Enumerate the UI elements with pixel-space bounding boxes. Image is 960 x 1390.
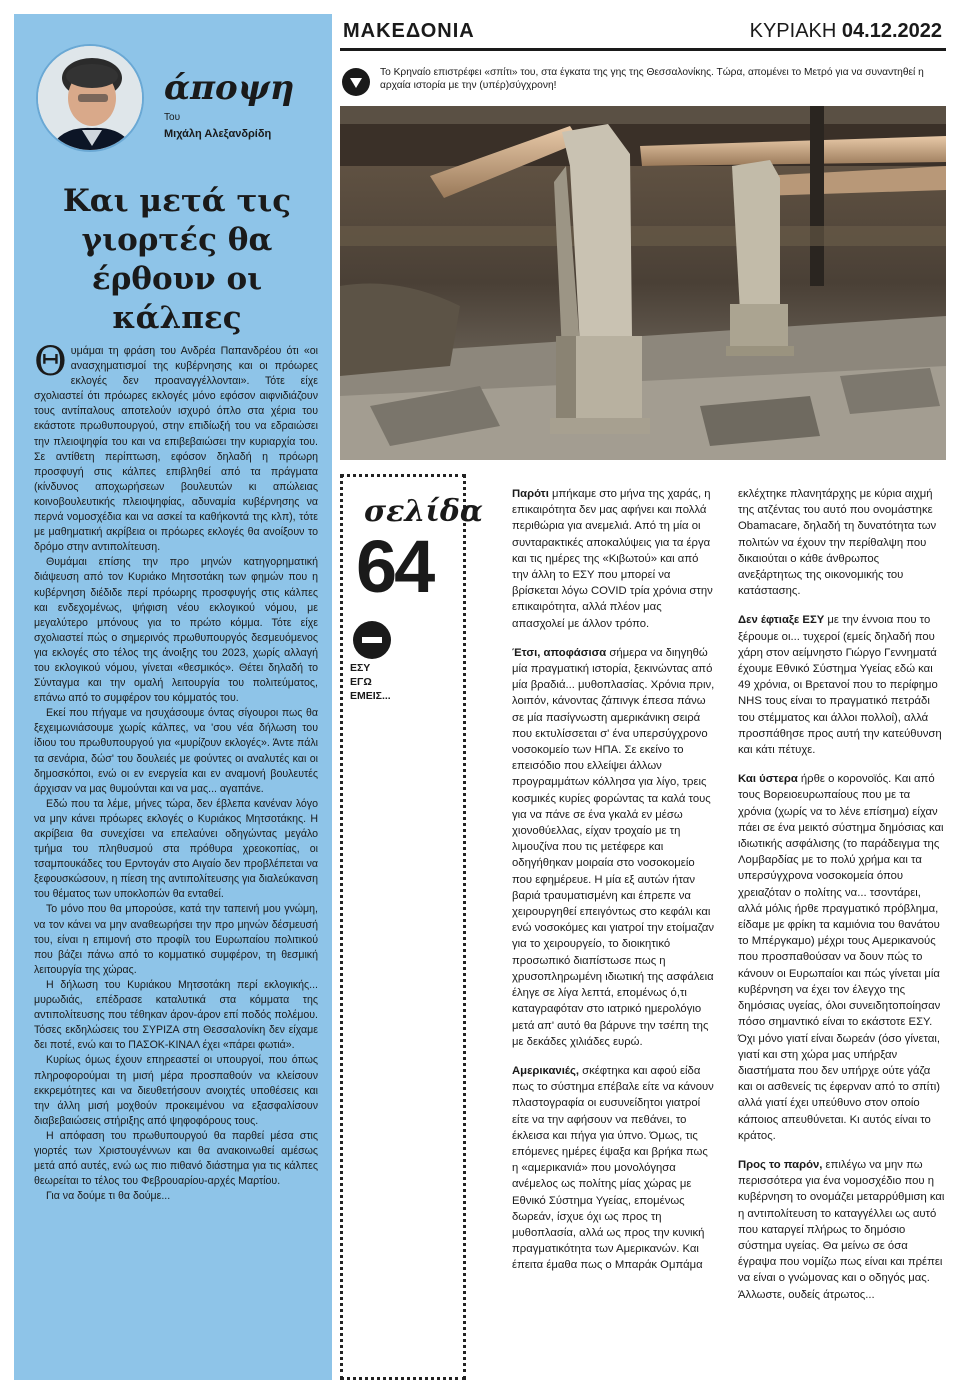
column-paragraph: Παρότι μπήκαμε στο μήνα της χαράς, η επικαιρότητα δεν μας αφήνει και πολλά περιθώρια για ανεμελιά. Από τη μία οι συνταρακτικές αποκαλύψεις για τα έργα και τις ημέρες της «Κιβωτού» και από την άλλη το ΕΣΥ που μπορεί να βρίσκεται λόγω COVID τρία χρόνια στην επικαιρότητα, αλλά πλέον μας απασχολεί με άλλον τρόπο. bbox=[512, 488, 713, 630]
drop-cap: Θ bbox=[34, 339, 67, 385]
opinion-paragraph: Θυμάμαι επίσης την προ μηνών κατηγορηματική διάψευση από τον Κυριάκο Μητσοτάκη των φημών που η κυβέρνηση διέδιδε περί πρόωρης προσφυγής στις κάλπες και ενδεχομένως, ψήφιση νέου εκλογικού νόμου, με μεγαλύτερο μπόνους για το πρώτο κόμμα. Τότε είχε σχολιαστεί πώς ο σημερινός πρωθυπουργός δεσμευόμενος για εκλογές στο τέλος της άνοιξης του 2023, χωρίς αλλαγή του εκλογικού νόμου, γίνεται «θεσμικός». Θέτει δηλαδή το Σύνταγμα και την ομαλή λειτουργία του πολιτεύματος, επάνω από το συμφέρον του κόμματός του. bbox=[34, 556, 318, 705]
excavation-photo-icon bbox=[340, 106, 946, 460]
opinion-paragraph: Για να δούμε τι θα δούμε... bbox=[46, 1190, 171, 1203]
opinion-paragraph: Εδώ που τα λέμε, μήνες τώρα, δεν έβλεπα κανέναν λόγο να μην κάνει πρόωρες εκλογές ο Κυριάκος Μητσοτάκης. Η ακρίβεια θα συνεχίσει να επελαύνει οδηγώντας μεγάλο τμήμα του πληθυσμού στα πρόθυρα χρεοκοπίας, οι τσαμπουκάδες του Ερντογάν στο Αιγαίο δεν προβλέπεται να ξεφουσκώσουν, η πίεση της αντιπολίτευσης για διαλεύκανση του θέματος των υποκλοπών θα ενταθεί. bbox=[34, 797, 318, 901]
column-paragraph: Έτσι, αποφάσισα σήμερα να διηγηθώ μία πραγματική ιστορία, ξεκινώντας από μία βραδιά... μυθοπλασίας. Χρόνια πριν, λοιπόν, κάνοντας ζάπινγκ έπεσα πάνω σε μία πασίγνωστη αμερικάνικη σειρά που εκτυλίσσεται σ' ένα υπερσύγχρονο νοσοκομείο των ΗΠΑ. Σε εκείνο το επεισόδιο που ελλείψει άλλων προγραμμάτων κόλλησα για λίγο, τρεις κοσμικές κυρίες φορώντας τα καλά τους για να πάνε σε ένα γκαλά εν μέσω χιονοθύελλας, είχαν τροχαίο με τη λιμουζίνα που τις μετέφερε και οδηγήθηκαν μοιραία στο νοσοκομείο που εφημέρευε. Η μία εξ αυτών ήταν βαριά τραυματισμένη και έπρεπε να χειρουργηθεί επειγόντως στο κεφάλι και ενώ νοσοκόμες και γιατροί την ετοίμαζαν για το χειρουργείο, το διοικητικό προσωπικό διαπίστωσε πως η χρυσοπληρωμένη ιδιωτική της ασφάλεια έληγε σε λίγα λεπτά, επομένως ό,τι καταγραφόταν στο ιατρικό ημερολόγιο μετά απ' αυτό θα βάρυνε την τσέπη της με δεκάδες χιλιάδες ευρώ. bbox=[512, 646, 715, 1048]
caption-arrow-icon bbox=[342, 68, 370, 96]
column-paragraph: Αμερικανιές, σκέφτηκα και αφού είδα πως το σύστημα επέβαλε είτε να κάνουν πλαστογραφία οι ευσυνείδητοι γιατροί είτε να την αφήσουν να πεθάνει, το έκλεισα και πήγα για ύπνο. Όμως, τις επόμενες ημέρες έψαξα και βρήκα πως η «αμερικανιά» που μονολόγησα ανέμελος ως πολίτης μίας χώρας με Εθνικό Σύστημα Υγείας, επομένως δωρεάν, ίσχυε όχι ως προς τη μυθοπλασία, αλλά ως προς την κυνική πραγματικότητα των Αμερικανών. Και έπειτα έμαθα πως ο Μπαράκ Ομπάμα bbox=[512, 1064, 714, 1272]
opinion-paragraph: Κυρίως όμως έχουν επηρεαστεί οι υπουργοί, που όπως πληροφορούμαι τη μισή μέρα προσπαθούν να κλείσουν εκκρεμότητες και να διευθετήσουν ανοιχτές υποθέσεις και την άλλη μισή μοχθούν προκειμένου να εξασφαλίσουν διαβεβαιώσεις στήριξης από ψηφοφόρους τους. bbox=[34, 1054, 318, 1127]
opinion-paragraph: Το μόνο που θα μπορούσε, κατά την ταπεινή μου γνώμη, να τον κάνει να μην αναθεωρήσει την προ μηνών δέσμευσή του, είναι η επιμονή στο προφίλ του Ευρωπαίου πολιτικού που βάζει πάνω από το κομματικό συμφέρον, τη θεσμική λειτουργία της χώρας. bbox=[34, 903, 318, 976]
column-paragraph: Προς το παρόν, επιλέγω να μην πω περισσότερα για ένα νομοσχέδιο που η κυβέρνηση το ονομάζει μεταρρύθμιση και η αντιπολίτευση το καταγγέλλει ως αυτό που καταργεί πλήρως το δημόσιο σύστημα υγείας. Θα μείνω σε όσα έγραψα που νομίζω πως είναι και πρέπει να είναι ο γνώμονας και ο οδηγός μας. Άλλωστε, ουδείς άτρωτος... bbox=[738, 1158, 945, 1301]
article-headline: Και μετά τις γιορτές θα έρθουν οι κάλπες bbox=[62, 183, 292, 336]
column-middle-text bbox=[512, 486, 716, 1287]
header-rule bbox=[340, 48, 946, 51]
column-paragraph: εκλέχτηκε πλανητάρχης με κύρια αιχμή της ατζέντας του αυτό που ονομάστηκε Obamacare, δηλαδή τη δυνατότητα των πολιτών να έχουν την περίθαλψη που δικαιούται ο κάθε άνθρωπος ανεξάρτητως της οικονομικής του κατάστασης. bbox=[738, 488, 937, 598]
page-label: σελίδα bbox=[364, 494, 484, 529]
opinion-paragraph: Εκεί που πήγαμε να ησυχάσουμε όντας σίγουροι πως θα ξεχειμωνιάσουμε χωρίς κάλπες, να 'σου νέα δήλωση του ίδιου του πρωθυπουργού για «μυρίζουν εκλογές». Άντε πάλι τα σενάρια, δώσ' του δουλειές με φούντες οι αναλυτές και οι δημοσκόποι, ενώ οι εν ενεργεία και εν αναμονή βουλευτές άρχισαν να μας θυμούνται και να μας... αγαπάνε. bbox=[34, 707, 318, 795]
page-number: 64 bbox=[356, 525, 433, 608]
column-right-text bbox=[738, 486, 946, 1316]
issue-date: ΚΥΡΙΑΚΗ 04.12.2022 bbox=[749, 20, 942, 42]
opinion-column bbox=[14, 14, 332, 1380]
opinion-body bbox=[34, 339, 318, 1204]
opinion-paragraph: Η δήλωση του Κυριάκου Μητσοτάκη περί εκλογικής... μυρωδιάς, επέδρασε καταλυτικά στα κόμματα της αντιπολίτευσης που τέθηκαν άρον-άρον επί ποδός πολέμου. Τόσες εκδηλώσεις του ΣΥΡΙΖΑ στη Θεσσαλονίκη δεν είχαμε δει ποτέ, ενώ και το ΠΑΣΟΚ-ΚΙΝΑΛ έχει «πάρει φωτιά». bbox=[34, 978, 318, 1052]
column-sidebar-box bbox=[340, 474, 466, 1380]
section-label: άποψη bbox=[164, 68, 295, 108]
column-kicker: ΕΣΥ ΕΓΩ ΕΜΕΙΣ... bbox=[350, 662, 391, 702]
opinion-paragraph: Θυμάμαι τη φράση του Ανδρέα Παπανδρέου ότι «οι ανασχηματισμοί της κυβέρνησης και οι πρόωρες εκλογές δεν προαναγγέλλονται». Τότε είχε σχολιαστεί ότι πρόωρες εκλογές μόνο εφόσον αιφνιδιάζουν τους αντίπαλους αποτελούν ισχυρό όπλο στα χέρια του εκάστοτε πρωθυπουργού, στην επιδίωξή του να εδραιώσει την πλειοψηφία του και να επιβεβαιώσει την κυριαρχία του. Σε αντίθετη περίπτωση, εφόσον δηλαδή η πρόωρη προσφυγή στις κάλπες επιβληθεί από τα πράγματα (κίνδυνος αποχωρήσεων βουλευτών κι απώλειας κοινοβουλευτικής πλειοψηφίας, αδυναμία κυβέρνησης να περνά νομοσχέδια και να ασκεί τα καθήκοντά της κλπ), τότε με μαθηματική ακρίβεια οι πρόωρες εκλογές θα ανοίξουν το δρόμο στην αντιπολίτευση. bbox=[34, 339, 318, 554]
article-photo bbox=[340, 106, 946, 460]
column-paragraph: Και ύστερα ήρθε ο κορονοϊός. Και από τους Βορειοευρωπαίους που με τα χρόνια (χωρίς να το λένε επίσημα) είχαν πάει σε ένα μεικτό σύστημα δημόσιας και ιδιωτικής ασφάλισης (το παράδειγμα της Λομβαρδίας με το πολύ χρήμα και τα υπερσύγχρονα νοσοκομεία όπου χρειαζόταν ο πολίτης να... τσοντάρει, αλλά μόλις ήρθε πραγματικό πρόβλημα, είδαμε με φρίκη τα καμιόνια του θανάτου το Μπέργκαμο) μέχρι τους Αμερικανούς που προσπαθούσαν να δουν πώς το κάνουν οι Ευρωπαίοι και πώς γίνεται μία κυβέρνηση να έχει τον έλεγχο της δημόσιας υγείας, όλοι συνειδητοποίησαν πόσο σημαντικό είναι το εκάστοτε ΕΣΥ. Όχι μόνο γιατί είναι δωρεάν (όσο γίνεται, γιατί και στη χώρα μας υπήρξαν διαστήματα που δεν υπήρχε ούτε γάζα και οι ασθενείς τις έφερναν από το σπίτι) αλλά γιατί έχει υπεύθυνο στον οποίο κάποιος απευθύνεται. Κι αυτός είναι το κράτος. bbox=[738, 773, 944, 1142]
newspaper-name: ΜΑΚΕΔΟΝΙΑ bbox=[343, 20, 475, 42]
author-name: Μιχάλη Αλεξανδρίδη bbox=[164, 128, 272, 140]
author-photo bbox=[36, 44, 144, 152]
byline-prefix: Του bbox=[164, 112, 181, 123]
column-logo-icon bbox=[352, 620, 392, 660]
column-paragraph: Δεν έφτιαξε ΕΣΥ με την έννοια που το ξέρουμε οι... τυχεροί (εμείς δηλαδή που χάρη στον αείμνηστο Γιώργο Γεννηματά έχουμε Εθνικό Σύστημα Υγείας εδώ και 49 χρόνια, οι Βρετανοί που το περίφημο NHS τους είναι το πραγματικό πετράδι του στέμματος και άλλοι πολλοί), αλλά προσπάθησε προς αυτή την κατεύθυνση και κάτι πέτυχε. bbox=[738, 614, 942, 757]
author-portrait-icon bbox=[38, 46, 144, 152]
opinion-paragraph: Η απόφαση του πρωθυπουργού θα παρθεί μέσα στις γιορτές των Χριστουγέννων και θα ανακοινωθεί αμέσως μετά από αυτές, ενώ ως πιο πιθανό διάστημα για τις κάλπες θεωρείται το τέλος του Φεβρουαρίου-αρχές Μαρτίου. bbox=[34, 1129, 318, 1188]
photo-caption: Το Κρηναίο επιστρέφει «σπίτι» του, στα έγκατα της γης της Θεσσαλονίκης. Τώρα, απομένει το Μετρό για να συναντηθεί η αρχαία ιστορία με την (υπέρ)σύγχρονη! bbox=[380, 67, 924, 91]
